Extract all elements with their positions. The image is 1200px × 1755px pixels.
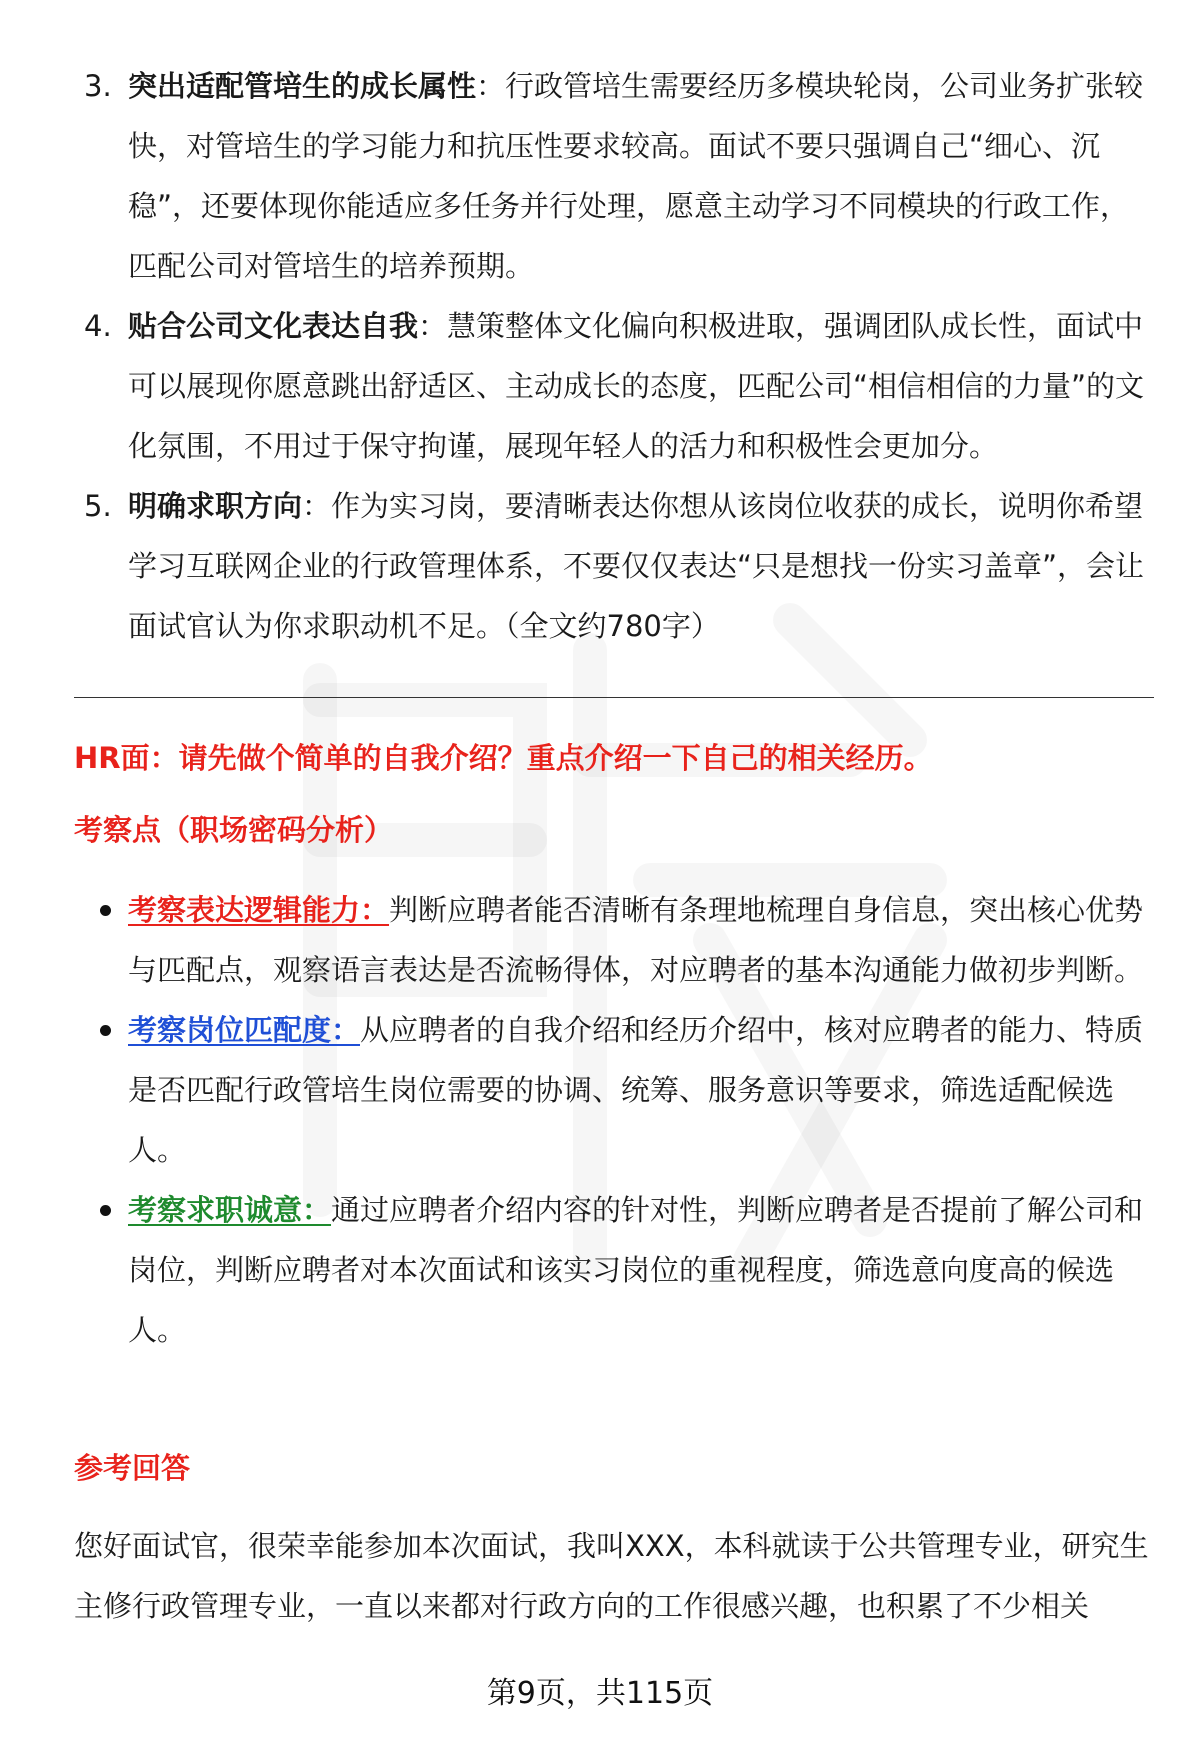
list-item <box>74 476 1154 656</box>
list-item-heading: 突出适配管培生的成长属性 <box>128 69 477 103</box>
point-key: 考察岗位匹配度： <box>128 1013 361 1047</box>
point-text: 判断应聘者能否清晰有条理地梳理自身信息，突出核心优势与匹配点，观察语言表达是否流畅得体，对应聘者的基本沟通能力做初步判断。 <box>128 893 1144 987</box>
list-item-text: ：作为实习岗，要清晰表达你想从该岗位收获的成长，说明你希望学习互联网企业的行政管理体系，不要仅仅表达“只是想找一份实习盖章”，会让面试官认为你求职动机不足。（全文约780字） <box>128 489 1145 643</box>
question-title: HR面：请先做个简单的自我介绍？重点介绍一下自己的相关经历。 <box>74 741 933 775</box>
point-key: 考察求职诚意： <box>128 1193 332 1227</box>
point-key: 考察表达逻辑能力： <box>128 893 390 927</box>
list-item-text: ：慧策整体文化偏向积极进取，强调团队成长性，面试中可以展现你愿意跳出舒适区、主动成长的态度，匹配公司“相信相信的力量”的文化氛围，不用过于保守拘谨，展现年轻人的活力和积极性会更加分。 <box>128 309 1145 463</box>
list-item-heading: 贴合公司文化表达自我 <box>128 309 419 343</box>
bullet-dot <box>100 905 111 916</box>
list-item-heading: 明确求职方向 <box>128 489 303 523</box>
point-text: 通过应聘者介绍内容的针对性，判断应聘者是否提前了解公司和岗位，判断应聘者对本次面试和该实习岗位的重视程度，筛选意向度高的候选人。 <box>128 1193 1144 1347</box>
bullet-dot <box>100 1025 111 1036</box>
answer-paragraph: 您好面试官，很荣幸能参加本次面试，我叫XXX，本科就读于公共管理专业，研究生主修行政管理专业，一直以来都对行政方向的工作很感兴趣，也积累了不少相关 <box>74 1529 1149 1623</box>
page-number: 第9页，共115页 <box>486 1676 714 1711</box>
list-item <box>74 1180 1154 1360</box>
list-item <box>74 880 1154 1000</box>
list-number: 3. <box>84 69 112 103</box>
list-number: 4. <box>84 309 112 343</box>
list-item-text: ：行政管培生需要经历多模块轮岗，公司业务扩张较快，对管培生的学习能力和抗压性要求较高。面试不要只强调自己“细心、沉稳”，还要体现你能适应多任务并行处理，愿意主动学习不同模块的行政工作，匹配公司对管培生的培养预期。 <box>128 69 1144 283</box>
analysis-points <box>74 880 1154 1360</box>
bullet-dot <box>100 1205 111 1216</box>
list-number: 5. <box>84 489 112 523</box>
analysis-heading: 考察点（职场密码分析） <box>74 813 394 847</box>
point-text: 从应聘者的自我介绍和经历介绍中，核对应聘者的能力、特质是否匹配行政管培生岗位需要的协调、统筹、服务意识等要求，筛选适配候选人。 <box>128 1013 1144 1167</box>
list-item <box>74 1000 1154 1180</box>
tips-list <box>74 56 1154 656</box>
section-divider <box>74 697 1154 698</box>
list-item <box>74 296 1154 476</box>
list-item <box>74 56 1154 296</box>
answer-heading: 参考回答 <box>74 1451 191 1485</box>
numbered-list-section <box>74 56 1154 656</box>
